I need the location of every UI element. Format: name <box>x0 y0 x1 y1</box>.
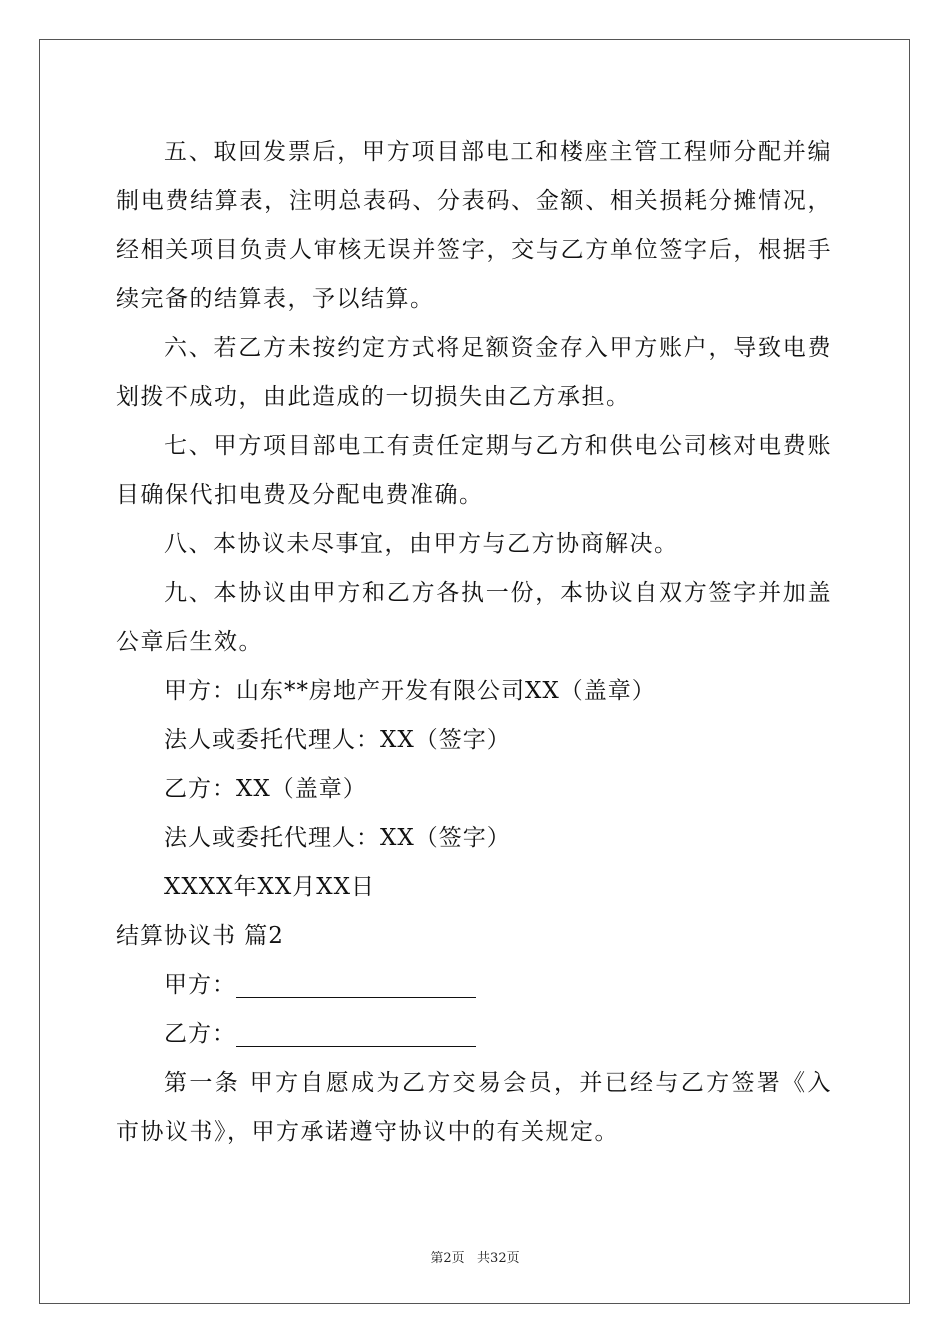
clause-7: 七、甲方项目部电工有责任定期与乙方和供电公司核对电费账目确保代扣电费及分配电费准确。 <box>116 433 832 508</box>
article-1: 第一条 甲方自愿成为乙方交易会员，并已经与乙方签署《入市协议书》，甲方承诺遵守协议中的有关规定。 <box>116 1070 832 1145</box>
party-a-blank-line <box>236 971 476 998</box>
party-b-label: 乙方： <box>164 1021 236 1047</box>
party-a-label: 甲方： <box>164 972 236 998</box>
party-b-field <box>116 1010 832 1059</box>
clause-6: 六、若乙方未按约定方式将足额资金存入甲方账户，导致电费划拨不成功，由此造成的一切损失由乙方承担。 <box>116 335 832 410</box>
party-b-blank-line <box>236 1020 476 1047</box>
document-body <box>116 128 832 1157</box>
clause-5: 五、取回发票后，甲方项目部电工和楼座主管工程师分配并编制电费结算表，注明总表码、分表码、金额、相关损耗分摊情况，经相关项目负责人审核无误并签字，交与乙方单位签字后，根据手续完备的结算表，予以结算。 <box>116 139 832 312</box>
party-a-signature: 甲方：山东**房地产开发有限公司XX（盖章） <box>164 678 656 704</box>
party-b-signature: 乙方：XX（盖章） <box>164 776 367 802</box>
party-a-representative: 法人或委托代理人：XX（签字） <box>164 727 511 753</box>
party-b-representative: 法人或委托代理人：XX（签字） <box>164 825 511 851</box>
clause-8: 八、本协议未尽事宜，由甲方与乙方协商解决。 <box>164 531 679 557</box>
section-heading: 结算协议书 篇2 <box>116 923 284 949</box>
page-footer: 第2页 共32页 <box>430 1251 520 1266</box>
party-a-field <box>116 961 832 1010</box>
clause-9: 九、本协议由甲方和乙方各执一份，本协议自双方签字并加盖公章后生效。 <box>116 580 832 655</box>
signing-date: XXXX年XX月XX日 <box>164 874 375 900</box>
